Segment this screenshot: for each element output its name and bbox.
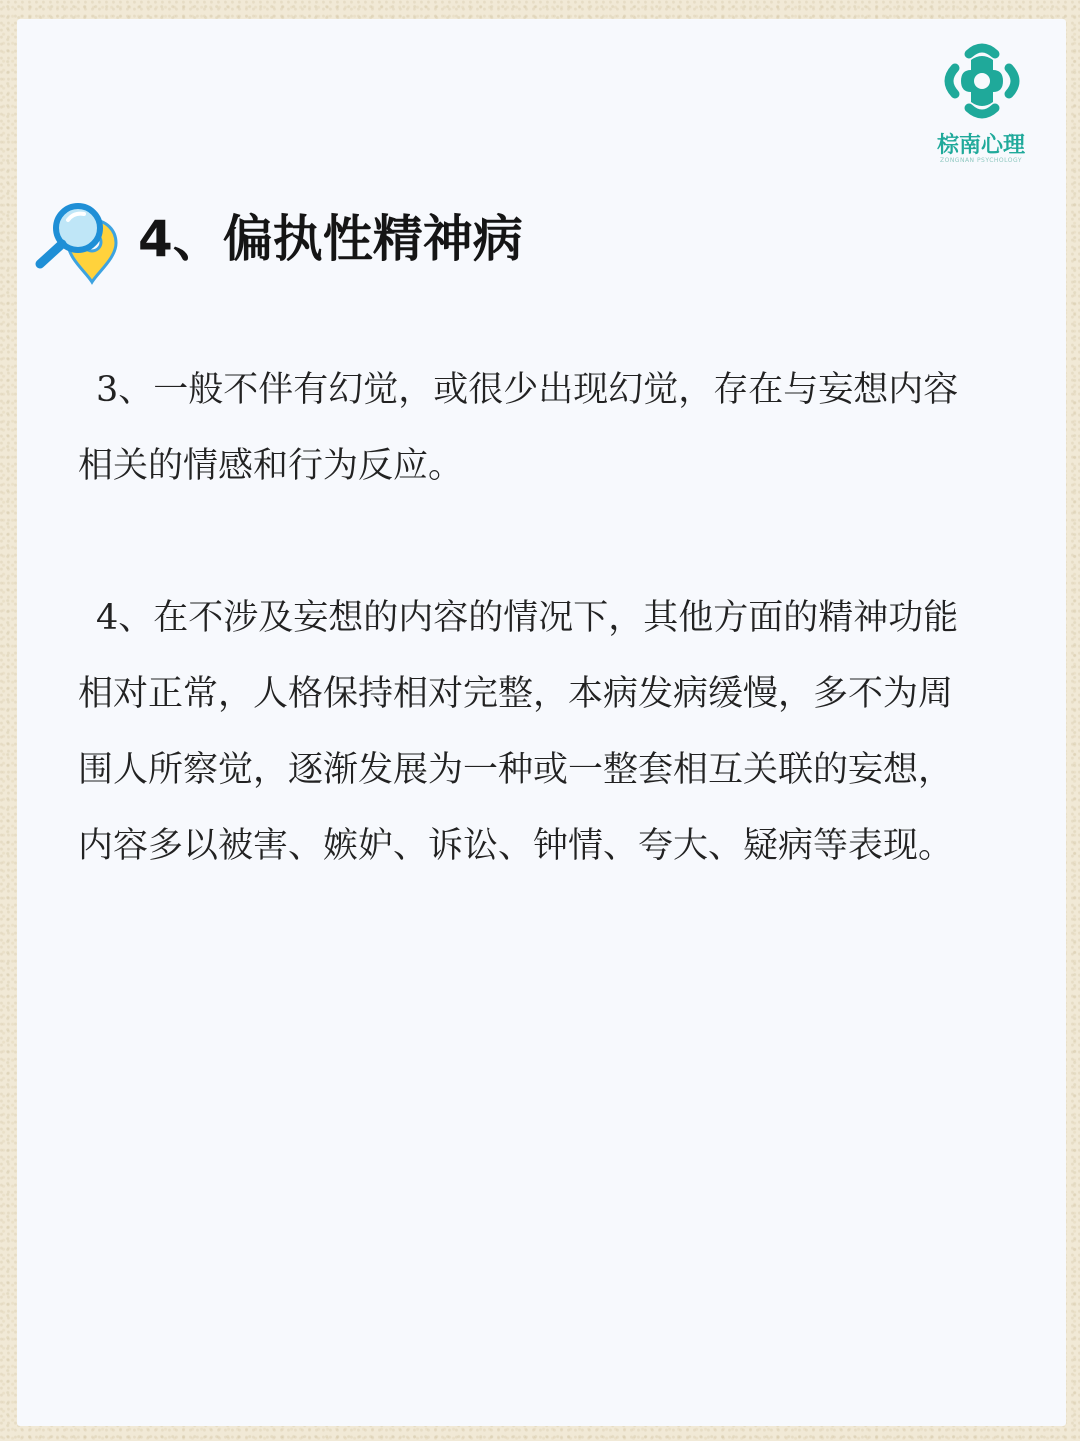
brand-logo [918, 40, 1044, 170]
magnifier-location-icon [32, 198, 124, 286]
section-heading: 4、偏执性精神病 [138, 210, 523, 268]
paragraph-1: 3、一般不伴有幻觉，或很少出现幻觉，存在与妄想内容相关的情感和行为反应。 [78, 370, 959, 486]
brand-name: 棕南心理 [936, 133, 1025, 158]
brand-logo-icon [941, 40, 1023, 122]
brand-subtitle: ZONGNAN PSYCHOLOGY [939, 157, 1022, 164]
paragraph-2: 4、在不涉及妄想的内容的情况下，其他方面的精神功能相对正常，人格保持相对完整，本病发病缓慢，多不为周围人所察觉，逐渐发展为一种或一整套相互关联的妄想，内容多以被害、嫉妒、诉讼、钟情、夸大、疑病等表现。 [78, 598, 959, 866]
